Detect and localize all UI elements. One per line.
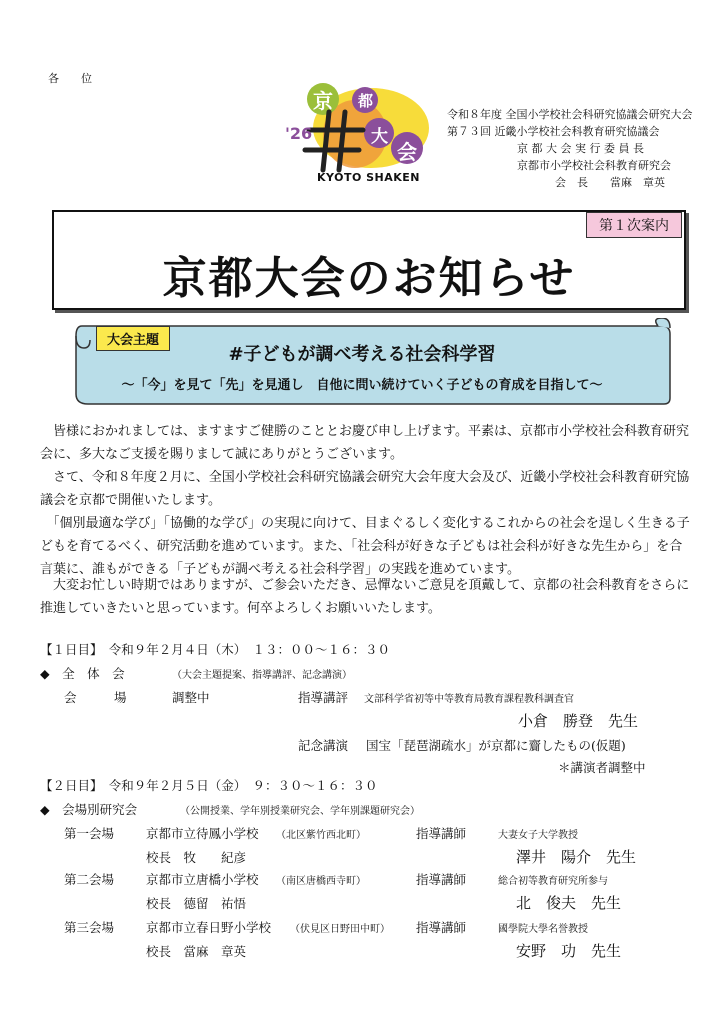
venue-lecturer-label: 指導講師 [416, 826, 467, 841]
venue-lecturer-label: 指導講師 [416, 920, 467, 935]
day1-lecture-note: ＊講演者調整中 [558, 760, 646, 775]
sender-line: 第７３回 近畿小学校社会科教育研究協議会 [447, 125, 660, 138]
sender-line: 京 都 大 会 実 行 委 員 長 [517, 142, 644, 155]
sender-block [447, 106, 693, 191]
day1-advice-org: 文部科学省初等中等教育局教育課程教科調査官 [364, 694, 574, 705]
venue-label: 第一会場 [64, 826, 115, 841]
body-paragraph: 大変お忙しい時期ではありますが、ご参会いただき、忌憚ないご意見を頂戴して、京都の社会科教育をさらに推進していきたいと思っています。何卒よろしくお願いいたします。 [40, 578, 690, 616]
day2-header: 【２日目】 令和９年２月５日（金） ９：３０～１６：３０ [40, 778, 378, 793]
announcement-tag: 第１次案内 [586, 212, 682, 238]
venue-school: 京都市立春日野小学校 [146, 920, 272, 935]
logo-char-4: 会 [397, 140, 417, 164]
venue-principal: 校長 當麻 章英 [146, 944, 247, 959]
day1-venue-label: 会 場 [64, 690, 127, 705]
venue-lecturer-org: 國學院大學名誉教授 [498, 924, 588, 935]
venue-lecturer-org: 大妻女子大学教授 [498, 830, 578, 841]
venue-principal: 校長 德留 祐悟 [146, 896, 247, 911]
venue-label: 第三会場 [64, 920, 115, 935]
venue-label: 第二会場 [64, 872, 115, 887]
logo-char-3: 大 [371, 127, 388, 147]
venue-lecturer-name: 安野 功 先生 [516, 942, 622, 960]
venue-address: （北区紫竹西北町） [276, 830, 366, 841]
title-banner [52, 210, 686, 310]
body-paragraph: 「個別最適な学び」「協働的な学び」の実現に向けて、目まぐるしく変化するこれからの社会を逞しく生きる子どもを育てるべく、研究活動を進めています。また、「社会科が好きな子どもは社会科が好きな先生から」を合言葉に、誰もができる「子どもが調べ考える社会科学習」の実践を進めています。 [40, 516, 690, 577]
venue-lecturer-label: 指導講師 [416, 872, 467, 887]
venue-principal: 校長 牧 紀彦 [146, 850, 247, 865]
venue-lecturer-org: 総合初等教育研究所参与 [498, 876, 608, 887]
venue-school: 京都市立待鳳小学校 [146, 826, 259, 841]
page-title: 京都大会のお知らせ [162, 253, 576, 304]
logo-year: '26 [285, 124, 313, 143]
venue-address: （南区唐橋西寺町） [276, 876, 366, 887]
sender-line: 会 長 當麻 章英 [555, 176, 665, 189]
day1-lecture-title: 国宝「琵琶湖疏水」が京都に齎したもの(仮題) [366, 738, 626, 753]
logo-brand: KYOTO SHAKEN [317, 171, 421, 184]
day1-plenary-note: （大会主題提案、指導講評、記念講演） [172, 670, 352, 681]
logo-char-2: 都 [358, 92, 374, 110]
day1-venue-value: 調整中 [172, 690, 210, 705]
venue-address: （伏見区日野田中町） [290, 924, 390, 935]
addressee: 各 位 [48, 72, 92, 85]
theme-subtitle: ～「今」を見て「先」を見通し 自他に問い続けていく子どもの育成を目指して～ [121, 378, 603, 393]
kyoto-shaken-logo [283, 82, 443, 187]
body-paragraph: 皆様におかれましては、ますますご健勝のこととお慶び申し上げます。平素は、京都市小学校社会科教育研究会に、多大なご支援を賜りまして誠にありがとうございます。 [40, 424, 689, 462]
day1-advice-label: 指導講評 [298, 690, 349, 705]
day1-header: 【１日目】 令和９年２月４日（木） １３：００～１６：３０ [40, 642, 391, 657]
body-paragraph: さて、令和８年度２月に、全国小学校社会科研究協議会研究大会年度大会及び、近畿小学校社会科教育研究協議会を京都で開催いたします。 [40, 470, 690, 508]
venue-lecturer-name: 澤井 陽介 先生 [516, 848, 637, 866]
day1-advice-name: 小倉 勝登 先生 [518, 712, 639, 730]
day1-lecture-label: 記念講演 [298, 738, 349, 753]
day1-plenary: ◆ 全 体 会 [40, 666, 125, 681]
day2-session-note: （公開授業、学年別授業研究会、学年別課題研究会） [180, 806, 420, 817]
sender-line: 令和８年度 全国小学校社会科研究協議会研究大会 [447, 108, 693, 121]
theme-tag: 大会主題 [96, 326, 170, 351]
sender-line: 京都市小学校社会科教育研究会 [517, 159, 671, 172]
venue-lecturer-name: 北 俊夫 先生 [516, 894, 622, 912]
logo-char-1: 京 [313, 89, 333, 113]
theme-title: #子どもが調べ考える社会科学習 [228, 344, 496, 365]
day2-session: ◆ 会場別研究会 [40, 802, 138, 817]
venue-school: 京都市立唐橋小学校 [146, 872, 259, 887]
